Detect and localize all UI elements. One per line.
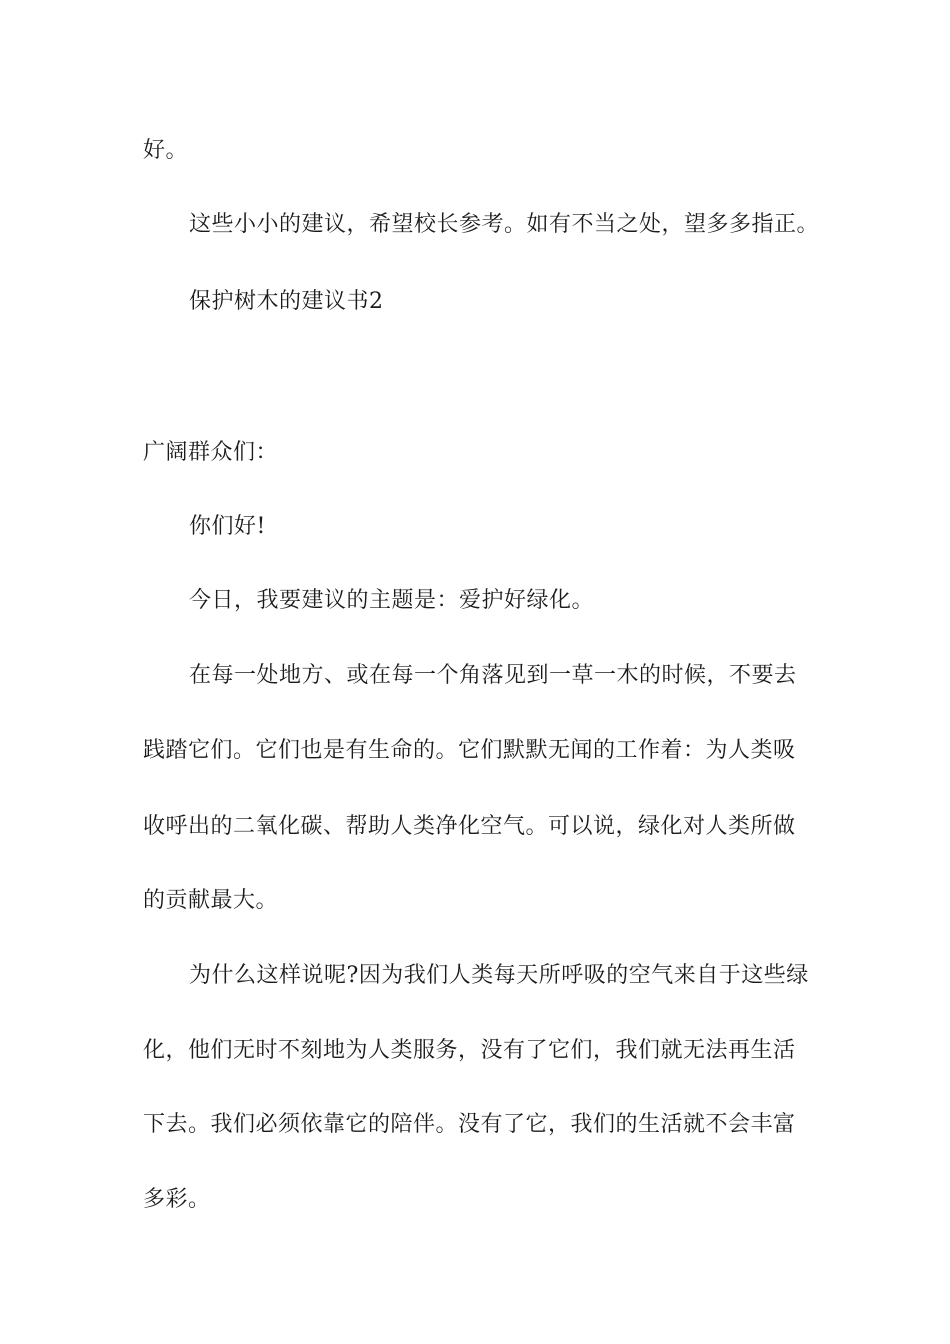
topic-paragraph: 今日，我要建议的主题是：爱护好绿化。 (189, 588, 595, 613)
paragraph-line: 的贡献最大。 (143, 888, 279, 913)
salutation: 广阔群众们： (143, 440, 279, 465)
paragraph-line: 下去。我们必须依靠它的陪伴。没有了它，我们的生活就不会丰富 (143, 1112, 796, 1137)
section-title: 保护树木的建议书2 (189, 289, 384, 314)
greeting: 你们好! (189, 514, 266, 539)
paragraph-line: 为什么这样说呢?因为我们人类每天所呼吸的空气来自于这些绿 (189, 963, 809, 988)
paragraph-line: 践踏它们。它们也是有生命的。它们默默无闻的工作着：为人类吸 (143, 738, 796, 763)
closing-paragraph-line: 这些小小的建议，希望校长参考。如有不当之处，望多多指正。 (189, 212, 820, 237)
paragraph-line: 多彩。 (143, 1187, 211, 1212)
paragraph-continuation-line: 好。 (143, 138, 189, 163)
paragraph-line: 在每一处地方、或在每一个角落见到一草一木的时候，不要去 (189, 663, 797, 688)
paragraph-line: 化，他们无时不刻地为人类服务，没有了它们，我们就无法再生活 (143, 1038, 796, 1063)
paragraph-line: 收呼出的二氧化碳、帮助人类净化空气。可以说，绿化对人类所做 (143, 814, 796, 839)
